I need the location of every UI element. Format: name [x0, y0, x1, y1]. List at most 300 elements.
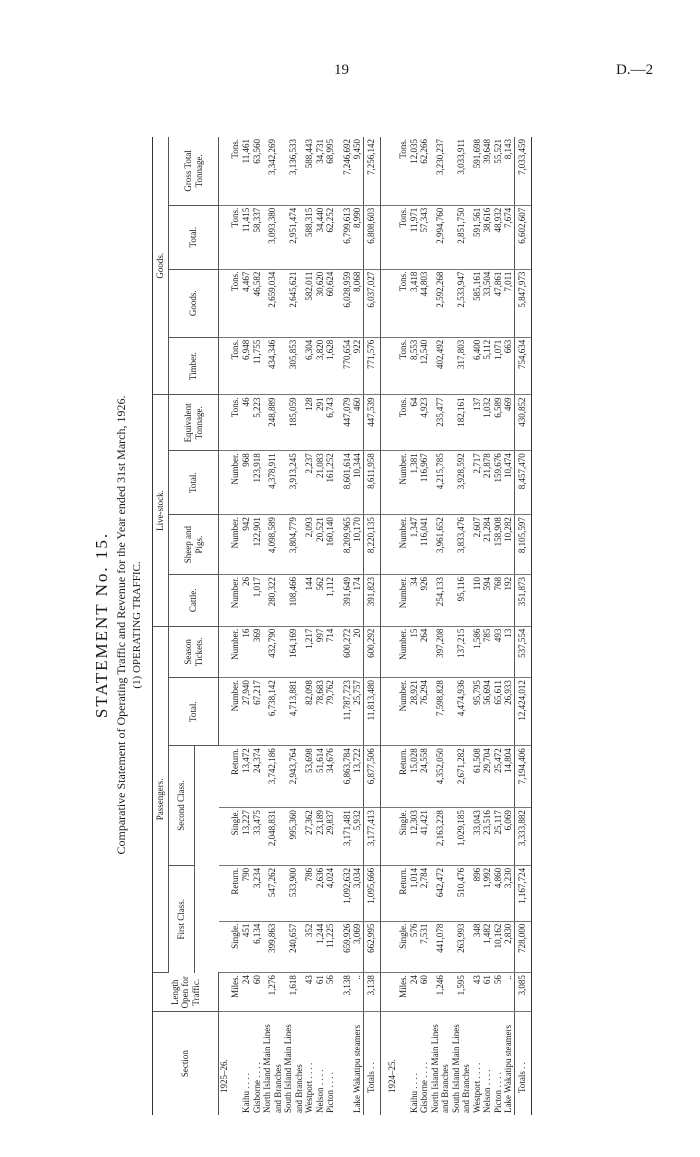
unit-label: Return.	[398, 746, 409, 808]
table-cell: 1,092,632	[342, 865, 353, 921]
spacer-cell	[387, 865, 398, 921]
spacer-cell	[219, 921, 231, 973]
spacer-cell	[387, 205, 398, 269]
table-cell: 11,755	[252, 337, 263, 395]
row-label: North Island Main Lines and Branches	[429, 1024, 450, 1113]
row-label	[342, 1012, 353, 1115]
unit-label: Return.	[230, 746, 241, 808]
table-cell: 7,598,828	[430, 678, 451, 746]
table-cell: 13,472	[241, 746, 252, 808]
table-row	[503, 137, 514, 1115]
table-cell: 1,032	[482, 395, 493, 451]
table-cell: 185,059	[283, 395, 304, 451]
table-cell: 3,138	[342, 973, 353, 1012]
table-cell: 58,337	[252, 205, 263, 269]
table-cell: 137	[472, 395, 483, 451]
table-cell: 67,217	[252, 678, 263, 746]
spacer-cell	[387, 746, 398, 808]
unit-label: Single.	[398, 921, 409, 973]
table-cell: 1,017	[252, 574, 263, 626]
table-cell: 591,698	[472, 137, 483, 205]
table-cell: 10,474	[503, 451, 514, 515]
table-cell: 122,901	[252, 515, 263, 575]
spacer-cell	[387, 678, 398, 746]
table-cell: 397,208	[430, 626, 451, 678]
table-cell: 3,342,269	[262, 137, 283, 205]
table-cell: 291	[315, 395, 326, 451]
table-row	[325, 137, 336, 1115]
table-cell: 10,162	[493, 921, 504, 973]
table-cell: 3,138	[363, 973, 380, 1012]
table-cell: 1,628	[325, 337, 336, 395]
table-cell: 164,169	[283, 626, 304, 678]
table-cell: 441,078	[430, 921, 451, 973]
table-cell: 1,246	[430, 973, 451, 1012]
table-cell: 2,093	[304, 515, 315, 575]
table-cell: 56,694	[482, 678, 493, 746]
table-cell: 2,048,831	[262, 808, 283, 866]
table-cell: 510,476	[451, 865, 472, 921]
spacer-cell	[387, 515, 398, 575]
table-cell: 123,918	[252, 451, 263, 515]
table-cell: 240,657	[283, 921, 304, 973]
table-cell: 305,853	[283, 337, 304, 395]
table-cell: 5,223	[252, 395, 263, 451]
table-cell: 280,322	[262, 574, 283, 626]
table-cell: 1,482	[482, 921, 493, 973]
table-cell: 600,292	[363, 626, 380, 678]
table-cell: 663	[503, 337, 514, 395]
spacer-cell	[387, 269, 398, 337]
table-cell: 714	[325, 626, 336, 678]
table-cell: 34,440	[315, 205, 326, 269]
table-cell: 7,531	[419, 921, 430, 973]
table-cell: 8,220,135	[363, 515, 380, 575]
table-row	[252, 137, 263, 1115]
table-cell: 790	[241, 865, 252, 921]
unit-label: Tons.	[230, 395, 241, 451]
table-cell: 56	[493, 973, 504, 1012]
table-cell: 15,028	[409, 746, 420, 808]
table-cell: 3,833,476	[451, 515, 472, 575]
unit-label: Number.	[398, 626, 409, 678]
totals-row	[514, 137, 531, 1115]
year-row	[219, 137, 231, 1115]
spacer-cell	[387, 395, 398, 451]
table-cell: 144	[304, 574, 315, 626]
spacer-cell	[219, 269, 231, 337]
table-cell: 65,611	[493, 678, 504, 746]
table-cell: 2,592,268	[430, 269, 451, 337]
table-cell: 4,860	[493, 865, 504, 921]
cattle-header: Cattle.	[169, 574, 219, 626]
table-cell: 8,105,597	[514, 515, 531, 575]
table-cell: 662,995	[363, 921, 380, 973]
table-cell: 1,167,724	[514, 865, 531, 921]
livestock-total-header: Total.	[169, 451, 219, 515]
table-cell: 21,878	[482, 451, 493, 515]
table-cell: 460	[352, 395, 363, 451]
table-cell: 391,649	[342, 574, 353, 626]
table-cell: 128	[304, 395, 315, 451]
table-cell: 27,940	[241, 678, 252, 746]
table-cell: 922	[352, 337, 363, 395]
table-cell: 369	[252, 626, 263, 678]
table-cell: 2,607	[472, 515, 483, 575]
row-label: North Island Main Lines and Branches	[262, 1024, 283, 1113]
table-cell: 8,990	[352, 205, 363, 269]
unit-label: Number.	[230, 574, 241, 626]
unit-label: Tons.	[398, 137, 409, 205]
table-cell: 158,908	[493, 515, 504, 575]
spacer-cell	[387, 451, 398, 515]
table-cell: 6,304	[304, 337, 315, 395]
table-cell: 254,133	[430, 574, 451, 626]
row-label: South Island Main Lines and Branches	[283, 1024, 304, 1113]
unit-label: Number.	[230, 451, 241, 515]
unit-label	[398, 1012, 409, 1115]
table-cell: ..	[503, 973, 514, 1012]
table-row	[352, 137, 363, 1115]
table-cell: 926	[419, 574, 430, 626]
year-row	[387, 137, 398, 1115]
table-cell: 34	[409, 574, 420, 626]
table-cell: 1,347	[409, 515, 420, 575]
table-cell: 60	[419, 973, 430, 1012]
table-cell: 7,194,406	[514, 746, 531, 808]
table-cell: 348	[472, 921, 483, 973]
unit-label: Tons.	[398, 337, 409, 395]
table-cell: 78,683	[315, 678, 326, 746]
table-cell: 3,234	[252, 865, 263, 921]
table-cell: 402,492	[430, 337, 451, 395]
table-cell: 8,457,470	[514, 451, 531, 515]
table-cell: 2,645,621	[283, 269, 304, 337]
table-cell: 3,961,652	[430, 515, 451, 575]
table-cell: 264	[419, 626, 430, 678]
table-cell: 3,742,186	[262, 746, 283, 808]
table-cell: 248,889	[262, 395, 283, 451]
table-cell: 12,424,012	[514, 678, 531, 746]
units-row	[230, 137, 241, 1115]
table-cell: 28,921	[409, 678, 420, 746]
table-cell: 1,112	[325, 574, 336, 626]
season-tickets-header: Season Tickets.	[169, 626, 219, 678]
row-label: Lake Wakatipu steamers	[503, 1024, 513, 1113]
table-row	[315, 137, 326, 1115]
spacer-cell	[387, 921, 398, 973]
table-cell: 1,276	[262, 973, 283, 1012]
table-row	[482, 137, 493, 1115]
spacer-cell	[219, 451, 231, 515]
table-cell: 62,266	[419, 137, 430, 205]
table-cell: 53,698	[304, 746, 315, 808]
table-cell: 47,861	[493, 269, 504, 337]
table-cell: 6,808,603	[363, 205, 380, 269]
table-cell: 2,636	[315, 865, 326, 921]
table-cell: 469	[503, 395, 514, 451]
unit-label: Miles.	[230, 973, 241, 1012]
table-cell: 1,095,666	[363, 865, 380, 921]
section-title: (1) OPERATING TRAFFIC.	[131, 561, 143, 689]
table-cell: 8,601,614	[342, 451, 353, 515]
year-label: 1925–26.	[219, 1059, 230, 1093]
table-row	[241, 137, 252, 1115]
table-cell: 10,170	[352, 515, 363, 575]
table-cell: 6,743	[325, 395, 336, 451]
table-cell: 594	[482, 574, 493, 626]
table-cell: 3,230	[503, 865, 514, 921]
spacer-cell	[387, 808, 398, 866]
table-cell: 60	[252, 973, 263, 1012]
table-row	[451, 137, 472, 1115]
operating-traffic-table	[152, 137, 532, 1115]
table-cell: 263,993	[451, 921, 472, 973]
table-cell: 7,246,692	[342, 137, 353, 205]
table-cell: 4,098,589	[262, 515, 283, 575]
table-cell: 160,140	[325, 515, 336, 575]
table-cell: 771,576	[363, 337, 380, 395]
unit-label: Number.	[398, 678, 409, 746]
row-label: Kaihu . . . .	[408, 1073, 419, 1113]
table-cell: 591,561	[472, 205, 483, 269]
table-row	[419, 137, 430, 1115]
unit-label: Tons.	[398, 269, 409, 337]
table-cell: 2,830	[503, 921, 514, 973]
table-cell: 57,343	[419, 205, 430, 269]
table-cell: 95,795	[472, 678, 483, 746]
table-cell: 2,237	[304, 451, 315, 515]
table-cell: 27,362	[304, 808, 315, 866]
table-cell: 1,992	[482, 865, 493, 921]
spacer-cell	[219, 746, 231, 808]
table-cell: 25,472	[493, 746, 504, 808]
table-cell: 942	[241, 515, 252, 575]
unit-label: Number.	[230, 515, 241, 575]
table-cell: 4,923	[419, 395, 430, 451]
table-cell: 20	[352, 626, 363, 678]
table-cell: 896	[472, 865, 483, 921]
table-cell: 8,611,958	[363, 451, 380, 515]
table-cell: 11,971	[409, 205, 420, 269]
goods-group-header: Goods.	[153, 137, 169, 395]
table-cell: 2,851,750	[451, 205, 472, 269]
table-cell: 21,083	[315, 451, 326, 515]
statement-subtitle: Comparative Statement of Operating Traffic and Revenue for the Year ended 31st March, 1926.	[114, 395, 128, 855]
table-cell: 2,659,034	[262, 269, 283, 337]
table-cell: 537,554	[514, 626, 531, 678]
spacer-cell	[219, 574, 231, 626]
table-cell: 63,560	[252, 137, 263, 205]
table-cell: 2,784	[419, 865, 430, 921]
table-row	[472, 137, 483, 1115]
row-label: South Island Main Lines and Branches	[450, 1024, 471, 1113]
table-cell: 4,215,785	[430, 451, 451, 515]
table-cell: 588,315	[304, 205, 315, 269]
row-label: Westport . . . .	[471, 1062, 482, 1113]
table-cell: 4,378,911	[262, 451, 283, 515]
table-cell: 6,799,613	[342, 205, 353, 269]
table-cell: 1,244	[315, 921, 326, 973]
table-cell: 391,823	[363, 574, 380, 626]
table-cell: 3,085	[514, 973, 531, 1012]
table-cell: 39,648	[482, 137, 493, 205]
table-cell: 20,521	[315, 515, 326, 575]
table-cell: 3,928,592	[451, 451, 472, 515]
table-cell: 11,461	[241, 137, 252, 205]
unit-label: Miles.	[398, 973, 409, 1012]
table-cell: 62,252	[325, 205, 336, 269]
table-cell: 26,933	[503, 678, 514, 746]
table-cell: 41,421	[419, 808, 430, 866]
table-cell: 3,177,413	[363, 808, 380, 866]
table-cell: 995,360	[283, 808, 304, 866]
table-cell: 2,533,947	[451, 269, 472, 337]
table-cell: 33,043	[472, 808, 483, 866]
table-cell: 46	[241, 395, 252, 451]
table-cell: 16	[241, 626, 252, 678]
table-cell: 6,877,506	[363, 746, 380, 808]
table-cell: 61	[482, 973, 493, 1012]
passengers-total-header: Total.	[169, 678, 219, 746]
table-cell: 13	[503, 626, 514, 678]
row-label: Gisborne . . . .	[251, 1062, 262, 1113]
table-cell: 29,837	[325, 808, 336, 866]
table-cell: 447,539	[363, 395, 380, 451]
table-cell: 116,967	[419, 451, 430, 515]
table-cell: 8,068	[352, 269, 363, 337]
table-cell: 4,024	[325, 865, 336, 921]
unit-label: Single.	[230, 808, 241, 866]
table-cell: 1,029,185	[451, 808, 472, 866]
table-cell: 6,028,959	[342, 269, 353, 337]
equivalent-tonnage-header: Equivalent Tonnage.	[169, 395, 219, 451]
units-row	[398, 137, 409, 1115]
table-cell: 61,508	[472, 746, 483, 808]
table-cell: 768	[493, 574, 504, 626]
table-row	[493, 137, 504, 1115]
row-label: Westport . . . .	[304, 1062, 314, 1113]
table-cell: 3,913,245	[283, 451, 304, 515]
row-label: Nelson . . . .	[314, 1069, 325, 1113]
table-cell: 1,595	[451, 973, 472, 1012]
table-cell: 6,037,027	[363, 269, 380, 337]
table-cell: 2,717	[472, 451, 483, 515]
table-cell: 4,474,936	[451, 678, 472, 746]
table-cell: 9,450	[352, 137, 363, 205]
table-cell: 770,654	[342, 337, 353, 395]
table-cell: 43	[304, 973, 315, 1012]
table-cell: 235,477	[430, 395, 451, 451]
unit-label: Tons.	[230, 269, 241, 337]
unit-label: Number.	[398, 451, 409, 515]
spacer-cell	[387, 337, 398, 395]
table-cell: 1,217	[304, 626, 315, 678]
table-cell: 13,227	[241, 808, 252, 866]
unit-label	[230, 1012, 241, 1115]
section-header: Section	[153, 1012, 219, 1115]
goods-header: Goods.	[169, 269, 219, 337]
spacer-cell	[219, 137, 231, 205]
table-cell: 24,558	[419, 746, 430, 808]
table-cell: 25,757	[352, 678, 363, 746]
table-cell: 2,951,474	[283, 205, 304, 269]
table-cell: 34,676	[325, 746, 336, 808]
table-row	[262, 137, 283, 1115]
unit-label: Number.	[230, 678, 241, 746]
table-cell: 352	[304, 921, 315, 973]
row-label: Totals . .	[363, 1012, 380, 1115]
table-cell: 754,634	[514, 337, 531, 395]
table-cell: 192	[503, 574, 514, 626]
row-label: Kaihu . . . .	[241, 1073, 251, 1113]
table-cell: 161,252	[325, 451, 336, 515]
table-row	[283, 137, 304, 1115]
table-cell: 12,540	[419, 337, 430, 395]
unit-label: Single.	[398, 808, 409, 866]
spacer-cell	[387, 626, 398, 678]
table-cell: 38,616	[482, 205, 493, 269]
table-cell: 12,303	[409, 808, 420, 866]
unit-label: Tons.	[230, 337, 241, 395]
table-cell: 434,346	[262, 337, 283, 395]
table-cell: 659,926	[342, 921, 353, 973]
table-cell: 110	[472, 574, 483, 626]
table-cell: 2,163,228	[430, 808, 451, 866]
table-cell: 2,994,760	[430, 205, 451, 269]
table-cell: 447,079	[342, 395, 353, 451]
table-cell: 728,000	[514, 921, 531, 973]
page-number: 19	[334, 62, 349, 78]
table-cell: 6,134	[252, 921, 263, 973]
unit-label: Tons.	[230, 137, 241, 205]
table-cell: 3,820	[315, 337, 326, 395]
spacer-cell	[219, 626, 231, 678]
table-cell: 5,112	[482, 337, 493, 395]
table-cell: 582,011	[304, 269, 315, 337]
table-cell: ..	[352, 973, 363, 1012]
row-label: Nelson . . . .	[482, 1069, 492, 1113]
table-cell: 6,602,607	[514, 205, 531, 269]
table-cell: 576	[409, 921, 420, 973]
second-class-header: Second Class.	[169, 746, 195, 866]
table-cell: 33,504	[482, 269, 493, 337]
table-cell: 7,256,142	[363, 137, 380, 205]
length-header: Length Open for Traffic.	[153, 973, 219, 1012]
unit-label: Tons.	[398, 395, 409, 451]
table-cell: 5,932	[352, 808, 363, 866]
table-cell: 4,352,050	[430, 746, 451, 808]
table-cell: 11,225	[325, 921, 336, 973]
table-cell: 1,586	[472, 626, 483, 678]
goods-total-header: Total.	[169, 205, 219, 269]
spacer-cell	[219, 337, 231, 395]
table-cell: 64	[409, 395, 420, 451]
table-cell: 997	[315, 626, 326, 678]
table-cell: 6,069	[503, 808, 514, 866]
table-cell: 1,071	[493, 337, 504, 395]
table-cell: 2,943,764	[283, 746, 304, 808]
table-cell: 24	[241, 973, 252, 1012]
table-cell: 11,415	[241, 205, 252, 269]
table-cell: 399,863	[262, 921, 283, 973]
table-cell: 968	[241, 451, 252, 515]
table-cell: 588,443	[304, 137, 315, 205]
table-cell: 7,674	[503, 205, 514, 269]
table-cell: 562	[315, 574, 326, 626]
unit-label: Number.	[398, 515, 409, 575]
table-cell: 3,034	[352, 865, 363, 921]
